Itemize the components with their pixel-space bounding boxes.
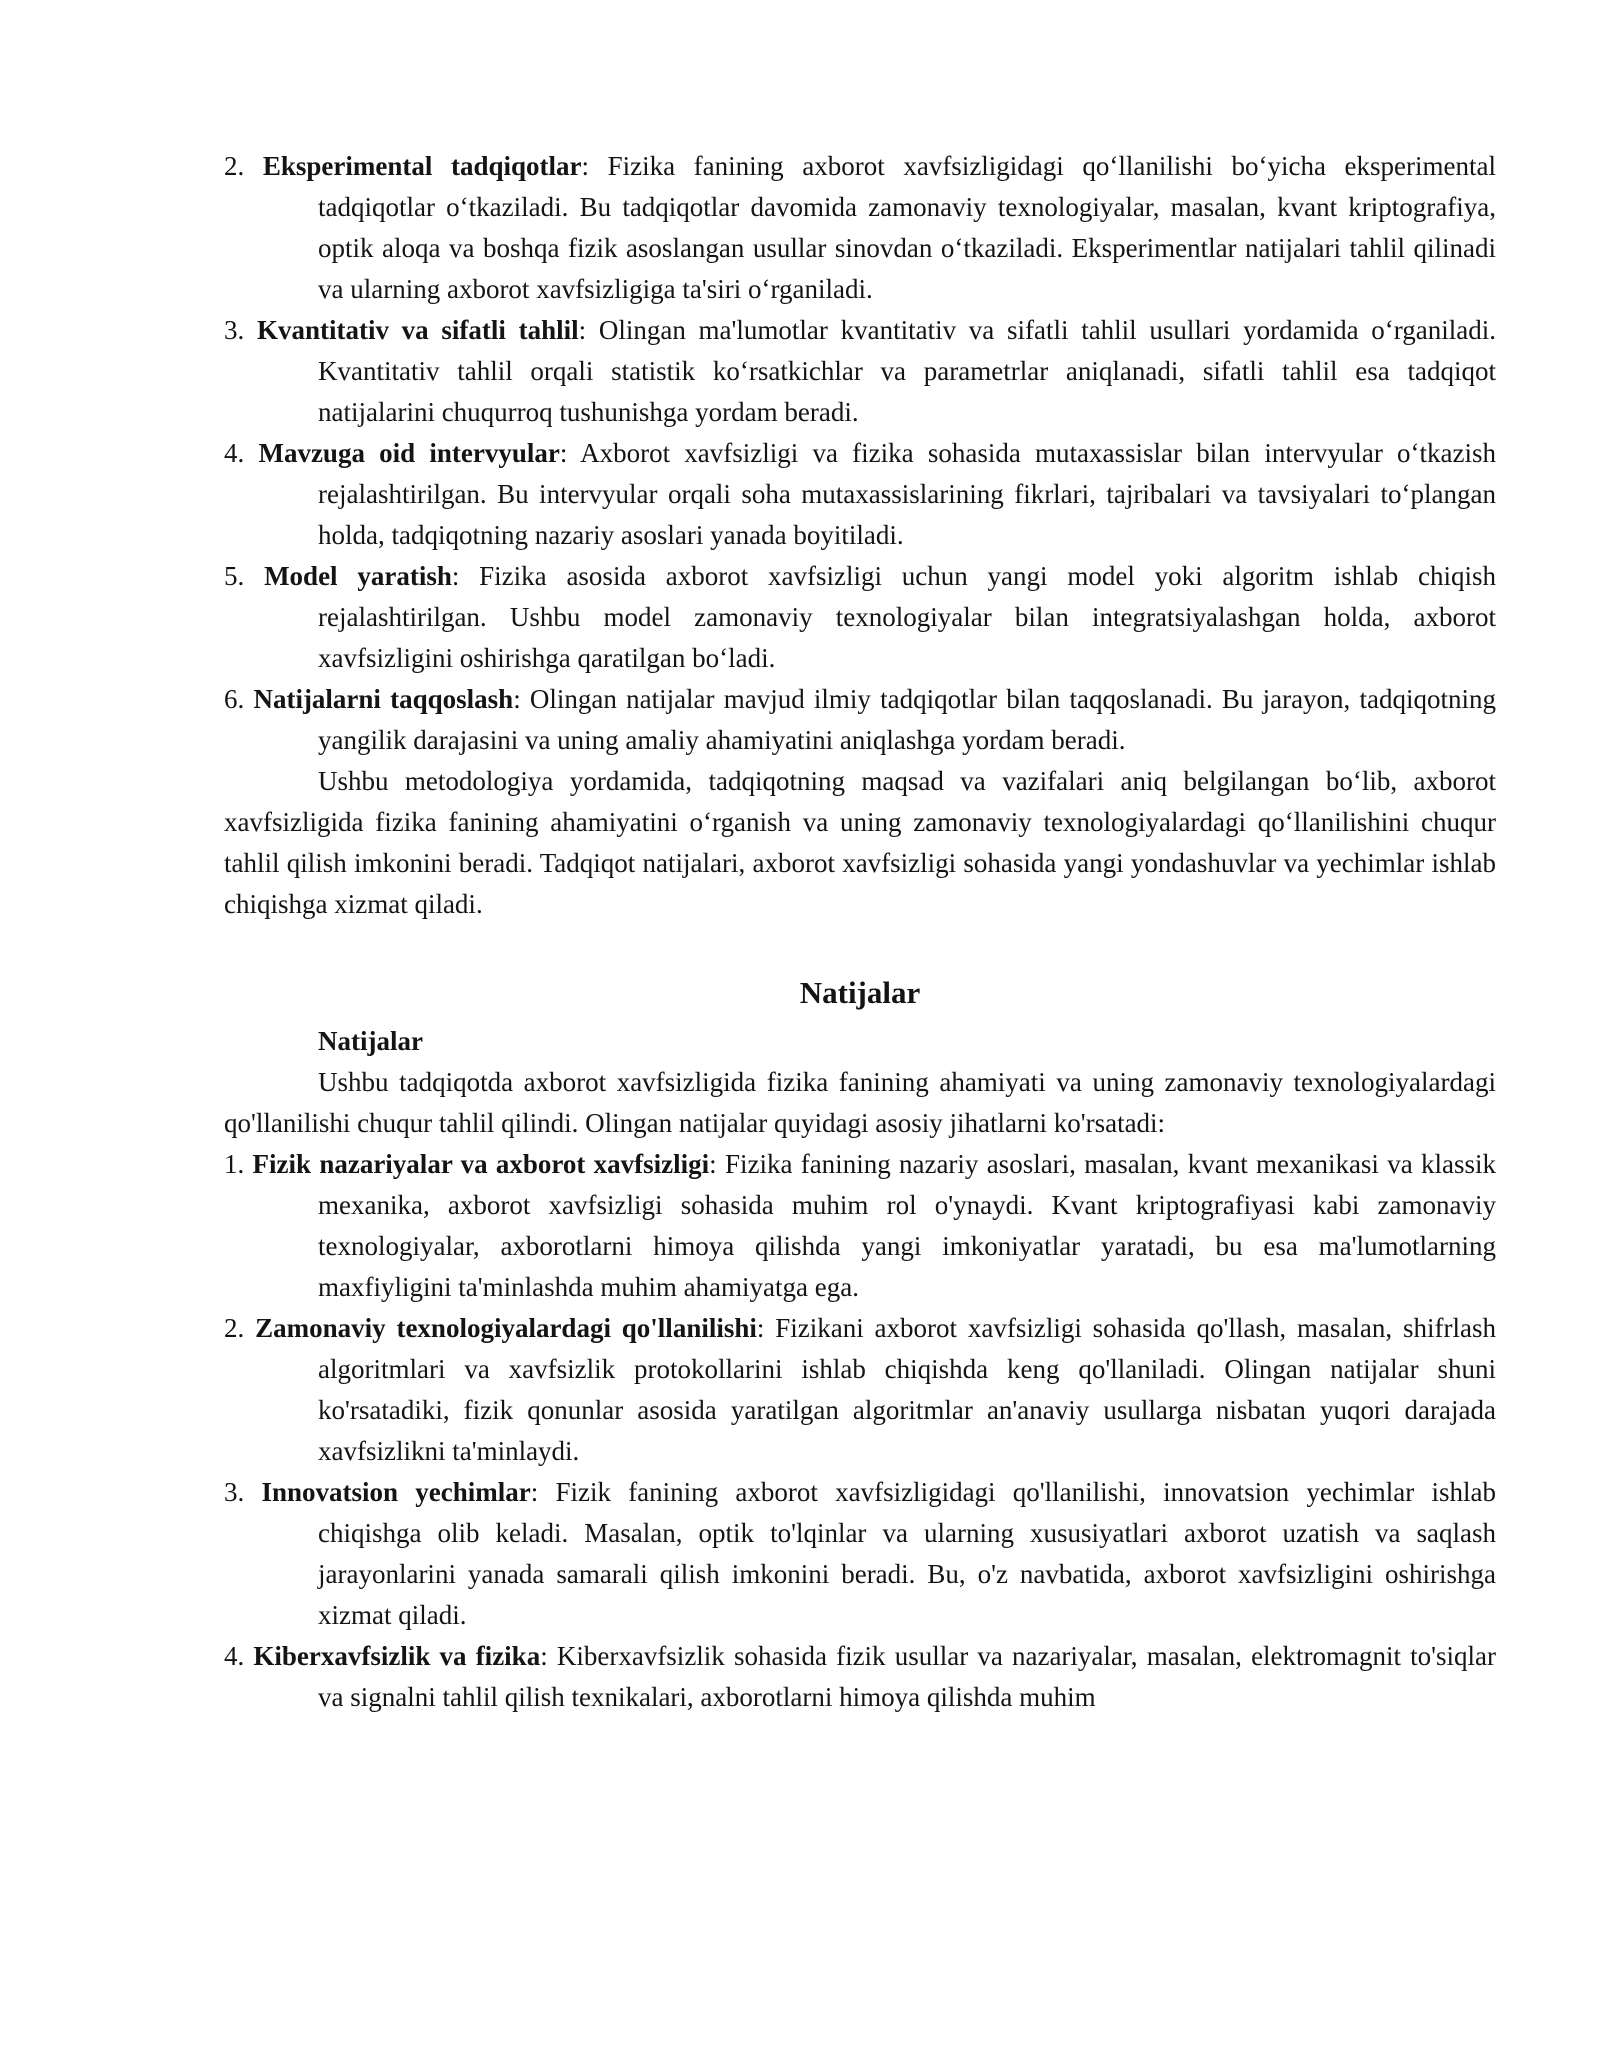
section-heading: Natijalar <box>799 975 921 1010</box>
list-item-text: : Fizik fanining axborot xavfsizligidagi qo'llanilishi, innovatsion yechimlar ishlab chiqishga olib keladi. Masalan, optik to'lqinlar va ularning xususiyatlari axborot uzatish va saqlash jarayonlarini yanada samarali qilish imkonini beradi. Bu, o'z navbatida, axborot xavfsizligini oshirishga xizmat qiladi. <box>318 1477 1497 1630</box>
list-item-number: 4. <box>224 438 245 468</box>
list-item-term: Kvantitativ va sifatli tahlil <box>256 315 579 345</box>
list-item-number: 4. <box>224 1641 245 1671</box>
list-item <box>224 1472 1496 1636</box>
list-item-text: : Fizika fanining nazariy asoslari, masalan, kvant mexanikasi va klassik mexanika, axborot xavfsizligi sohasida muhim rol o'ynaydi. Kvant kriptografiyasi kabi zamonaviy texnologiyalar, axborotlarni himoya qilishda yangi imkoniyatlar yaratadi, bu esa ma'lumotlarning maxfiyligini ta'minlashda muhim ahamiyatga ega. <box>318 1149 1496 1302</box>
section-subheading: Natijalar <box>318 1026 423 1056</box>
list-item <box>224 310 1496 433</box>
list-item-term: Zamonaviy texnologiyalardagi qo'llanilishi <box>255 1313 757 1343</box>
list-item-term: Innovatsion yechimlar <box>261 1477 531 1507</box>
list-item-text: : Axborot xavfsizligi va fizika sohasida mutaxassislar bilan intervyular o‘tkazish rejalashtirilgan. Bu intervyular orqali soha mutaxassislarining fikrlari, tajribalari va tavsiyalari to‘plangan holda, tadqiqotning nazariy asoslari yanada boyitiladi. <box>318 438 1497 550</box>
list-item-term: Model yaratish <box>264 561 452 591</box>
list-item-text: : Fizikani axborot xavfsizligi sohasida qo'llash, masalan, shifrlash algoritmlari va xavfsizlik protokollarini ishlab chiqishda keng qo'llaniladi. Olingan natijalar shuni ko'rsatadiki, fizik qonunlar asosida yaratilgan algoritmlar an'anaviy usullarga nisbatan yuqori darajada xavfsizlikni ta'minlaydi. <box>318 1313 1496 1466</box>
list-item-number: 2. <box>224 1313 245 1343</box>
list-item-term: Kiberxavfsizlik va fizika <box>253 1641 541 1671</box>
list-item <box>224 1636 1496 1718</box>
list-item-number: 3. <box>224 315 245 345</box>
list-item-term: Fizik nazariyalar va axborot xavfsizligi <box>252 1149 710 1179</box>
list-item <box>224 556 1496 679</box>
list-item-term: Natijalarni taqqoslash <box>253 684 514 714</box>
list-item-text: : Olingan ma'lumotlar kvantitativ va sifatli tahlil usullari yordamida o‘rganiladi. Kvantitativ tahlil orqali statistik ko‘rsatkichlar va parametrlar aniqlanadi, sifatli tahlil esa tadqiqot natijalarini chuqurroq tushunishga yordam beradi. <box>318 315 1497 427</box>
document-content <box>224 146 1496 1718</box>
closing-paragraph: Ushbu metodologiya yordamida, tadqiqotning maqsad va vazifalari aniq belgilangan bo‘lib, axborot xavfsizligida fizika fanining ahamiyatini o‘rganish va uning zamonaviy texnologiyalardagi qo‘llanilishini chuqur tahlil qilish imkonini beradi. Tadqiqot natijalari, axborot xavfsizligi sohasida yangi yondashuvlar va yechimlar ishlab chiqishga xizmat qiladi. <box>224 766 1496 919</box>
list-item <box>224 433 1496 556</box>
list-item <box>224 679 1496 761</box>
list-item-text: : Fizika asosida axborot xavfsizligi uchun yangi model yoki algoritm ishlab chiqish rejalashtirilgan. Ushbu model zamonaviy texnologiyalar bilan integratsiyalashgan holda, axborot xavfsizligini oshirishga qaratilgan bo‘ladi. <box>318 561 1496 673</box>
list-item-number: 2. <box>224 151 245 181</box>
list-item <box>224 146 1496 310</box>
list-item-text: : Olingan natijalar mavjud ilmiy tadqiqotlar bilan taqqoslanadi. Bu jarayon, tadqiqotning yangilik darajasini va uning amaliy ahamiyatini aniqlashga yordam beradi. <box>318 684 1496 755</box>
list-item-number: 5. <box>224 561 245 591</box>
list-item-text: : Fizika fanining axborot xavfsizligidagi qo‘llanilishi bo‘yicha eksperimental tadqiqotlar o‘tkaziladi. Bu tadqiqotlar davomida zamonaviy texnologiyalar, masalan, kvant kriptografiya, optik aloqa va boshqa fizik asoslangan usullar sinovdan o‘tkaziladi. Eksperimentlar natijalari tahlil qilinadi va ularning axborot xavfsizligiga ta'siri o‘rganiladi. <box>318 151 1496 304</box>
list-item-number: 6. <box>224 684 245 714</box>
list-item <box>224 1308 1496 1472</box>
list-item-text: : Kiberxavfsizlik sohasida fizik usullar va nazariyalar, masalan, elektromagnit to'siqlar va signalni tahlil qilish texnikalari, axborotlarni himoya qilishda muhim <box>318 1641 1497 1712</box>
list-item-number: 1. <box>224 1149 245 1179</box>
intro-paragraph: Ushbu tadqiqotda axborot xavfsizligida fizika fanining ahamiyati va uning zamonaviy texnologiyalardagi qo'llanilishi chuqur tahlil qilindi. Olingan natijalar quyidagi asosiy jihatlarni ko'rsatadi: <box>224 1067 1496 1138</box>
list-item-term: Mavzuga oid intervyular <box>258 438 560 468</box>
list-item <box>224 1144 1496 1308</box>
list-item-term: Eksperimental tadqiqotlar <box>262 151 582 181</box>
list-item-number: 3. <box>224 1477 245 1507</box>
